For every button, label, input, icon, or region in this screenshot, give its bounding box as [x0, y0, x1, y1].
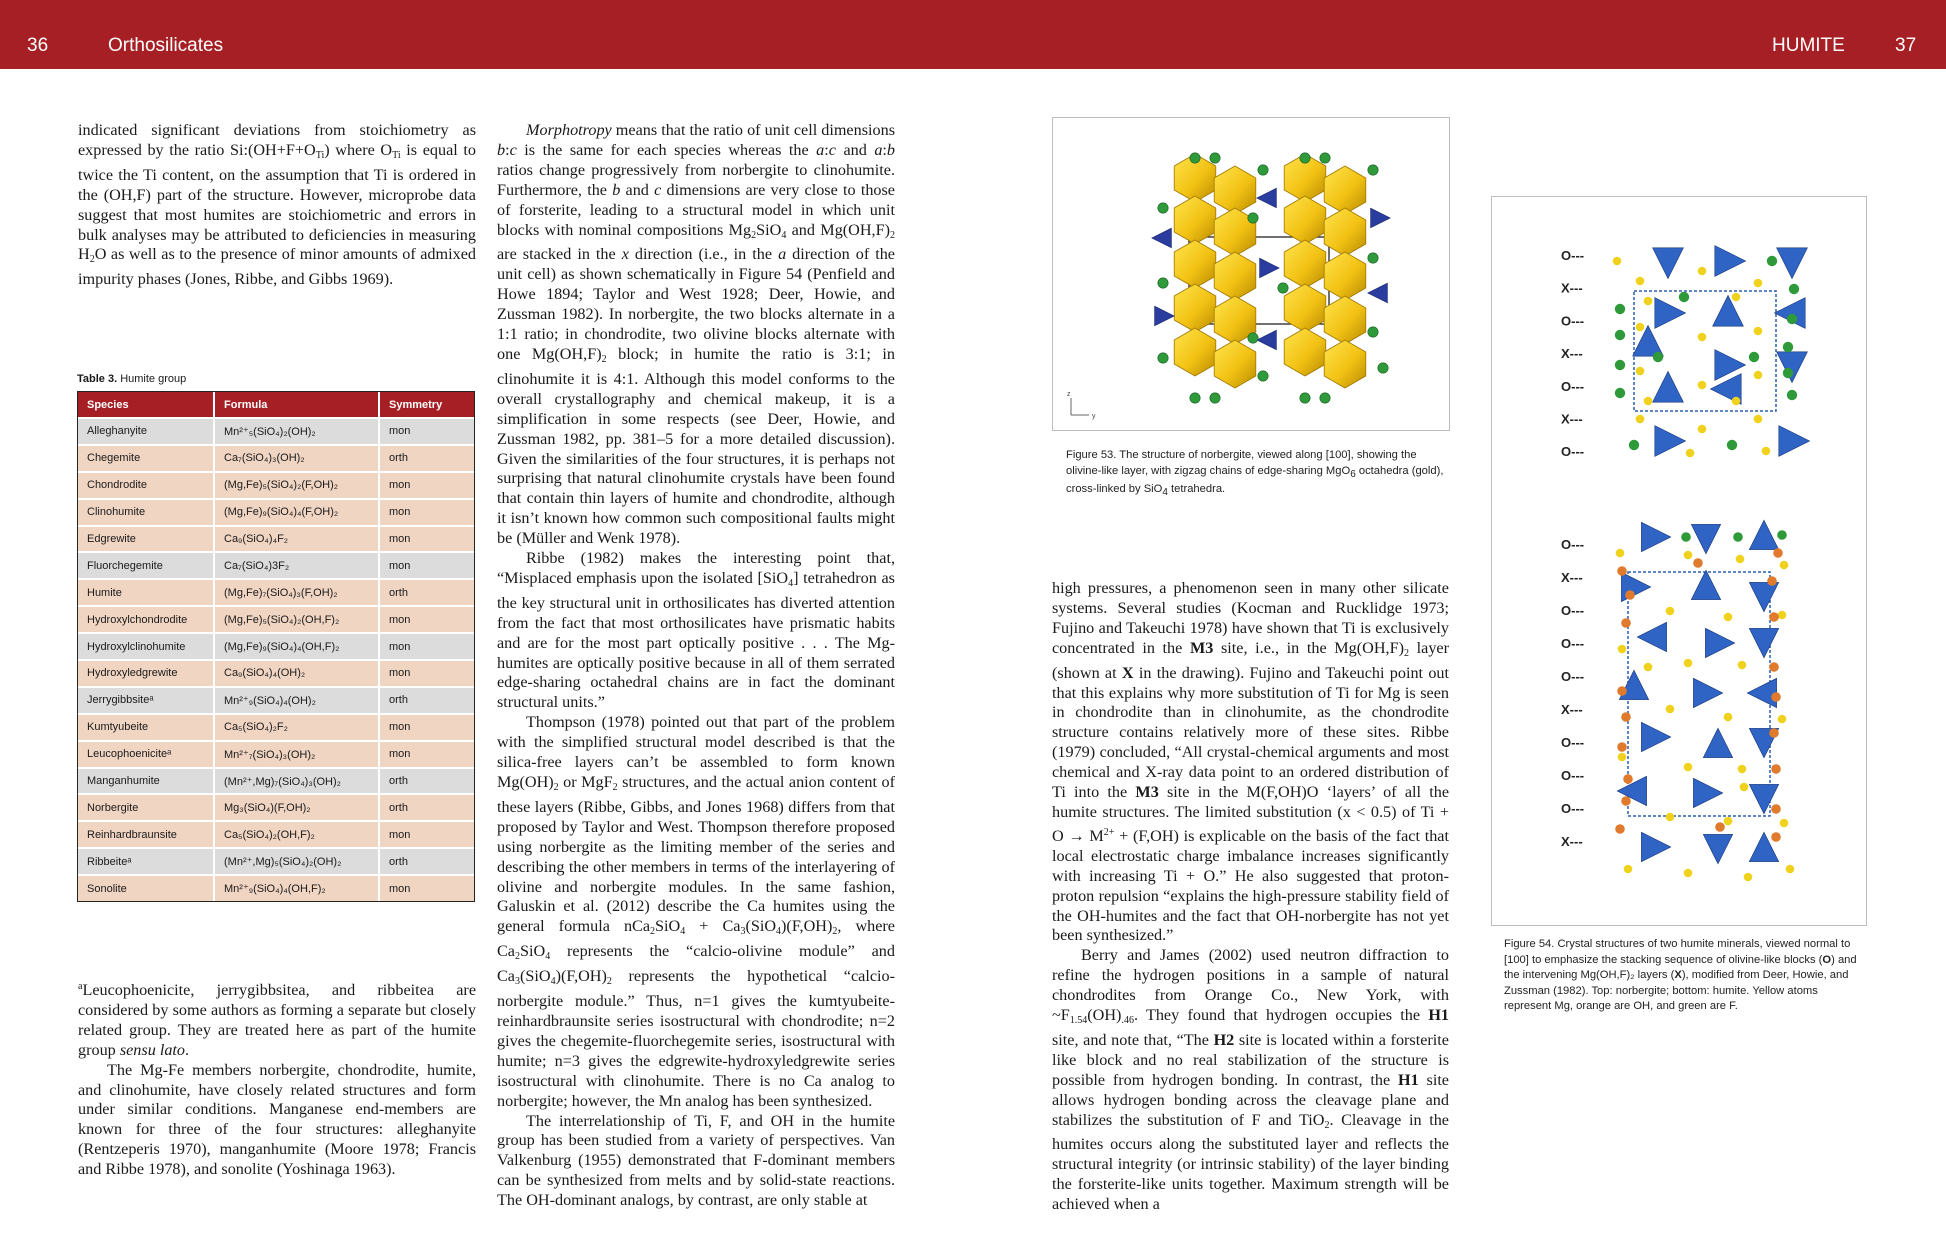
- cell-species: Fluorchegemite: [78, 551, 215, 578]
- cell-formula: Mn²⁺₅(SiO₄)₂(OH)₂: [215, 417, 380, 444]
- stacking-label: X---: [1561, 570, 1583, 585]
- sio4-tetrahedron: [1152, 228, 1172, 248]
- column-header-species: Species: [78, 392, 215, 417]
- sio4-tetrahedron: [1779, 426, 1810, 457]
- oh-group: [1617, 742, 1627, 752]
- fluorine-atom: [1258, 165, 1268, 175]
- mg-atom: [1666, 813, 1675, 822]
- cell-formula: Ca₉(SiO₄)₄F₂: [215, 525, 380, 552]
- right-page-number: 37: [1895, 35, 1917, 56]
- humite-structures-image: [1492, 197, 1866, 925]
- f-atom: [1615, 388, 1625, 398]
- oh-group: [1771, 764, 1781, 774]
- mg-atom: [1684, 659, 1693, 668]
- stacking-label: O---: [1561, 669, 1585, 684]
- table-row: [78, 605, 474, 632]
- fluorine-atom: [1258, 371, 1268, 381]
- sio4-tetrahedron: [1655, 298, 1686, 329]
- fluorine-atom: [1378, 363, 1388, 373]
- mg-atom: [1684, 551, 1693, 560]
- fluorine-atom: [1368, 327, 1378, 337]
- sio4-tetrahedron: [1693, 778, 1722, 807]
- sio4-tetrahedron: [1653, 248, 1684, 279]
- mgo6-octahedron: [1324, 166, 1366, 214]
- sio4-tetrahedron: [1371, 208, 1391, 228]
- table-row: [78, 444, 474, 471]
- mg-atom: [1724, 817, 1733, 826]
- stacking-label: O---: [1561, 603, 1585, 618]
- mg-atom: [1618, 645, 1627, 654]
- stacking-label: X---: [1561, 702, 1583, 717]
- mg-atom: [1666, 607, 1675, 616]
- mgo6-octahedron: [1324, 340, 1366, 388]
- cell-formula: Ca₇(SiO₄)3F₂: [215, 551, 380, 578]
- table-row: [78, 525, 474, 552]
- mg-atom: [1636, 415, 1645, 424]
- oh-group: [1771, 804, 1781, 814]
- cell-species: Hydroxylchondrodite: [78, 605, 215, 632]
- sio4-tetrahedron: [1749, 628, 1778, 657]
- humite-group-table: [77, 391, 475, 902]
- cell-species: Alleghanyite: [78, 417, 215, 444]
- cell-formula: Ca₉(SiO₄)₄(OH)₂: [215, 659, 380, 686]
- sio4-tetrahedron: [1749, 582, 1778, 611]
- table-row: [78, 578, 474, 605]
- mg-atom: [1684, 869, 1693, 878]
- mg-atom: [1644, 397, 1653, 406]
- sio4-tetrahedron: [1368, 283, 1388, 303]
- cell-symmetry: orth: [380, 847, 474, 874]
- sio4-tetrahedron: [1703, 728, 1732, 757]
- figure-54-caption-pre: Figure 54. Crystal structures of two humite minerals, viewed normal to [100] to emphasize the stacking sequence of olivine-like blocks (: [1504, 938, 1851, 966]
- oh-group: [1715, 822, 1725, 832]
- axis-label-z: z: [1067, 391, 1071, 398]
- column-header-symmetry: Symmetry: [380, 392, 474, 417]
- cell-species: Sonolite: [78, 874, 215, 901]
- table-row: [78, 767, 474, 794]
- sio4-tetrahedron: [1637, 622, 1666, 651]
- oh-group: [1769, 728, 1779, 738]
- stacking-label: O---: [1561, 444, 1585, 460]
- table-caption-text: Humite group: [117, 373, 187, 385]
- f-atom: [1777, 530, 1787, 540]
- fluorine-atom: [1158, 353, 1168, 363]
- mg-atom: [1636, 367, 1645, 376]
- f-atom: [1727, 440, 1737, 450]
- mgo6-octahedron: [1324, 252, 1366, 300]
- sio4-tetrahedron: [1641, 722, 1670, 751]
- oh-group: [1623, 774, 1633, 784]
- oh-group: [1767, 576, 1777, 586]
- sio4-tetrahedron: [1691, 570, 1720, 599]
- mgo6-octahedron: [1284, 240, 1326, 288]
- cell-symmetry: mon: [380, 551, 474, 578]
- sio4-tetrahedron: [1705, 628, 1734, 657]
- sio4-tetrahedron: [1691, 524, 1720, 553]
- cell-species: Chondrodite: [78, 471, 215, 498]
- mg-atom: [1698, 267, 1707, 276]
- mgo6-octahedron: [1214, 252, 1256, 300]
- fluorine-atom: [1210, 153, 1220, 163]
- mgo6-octahedron: [1214, 340, 1256, 388]
- oh-group: [1693, 558, 1703, 568]
- cell-symmetry: mon: [380, 659, 474, 686]
- mg-atom: [1754, 415, 1763, 424]
- cell-species: Manganhumite: [78, 767, 215, 794]
- mg-atom: [1786, 865, 1795, 874]
- table-row: [78, 471, 474, 498]
- table-row: [78, 417, 474, 444]
- stacking-label: O---: [1561, 537, 1585, 552]
- table-row: [78, 632, 474, 659]
- left-running-title: Orthosilicates: [108, 35, 224, 56]
- cell-formula: (Mg,Fe)₅(SiO₄)₂(OH,F)₂: [215, 605, 380, 632]
- sio4-tetrahedron: [1257, 188, 1277, 208]
- oh-group: [1771, 832, 1781, 842]
- table-row: [78, 498, 474, 525]
- f-atom: [1789, 284, 1799, 294]
- mgo6-octahedron: [1284, 328, 1326, 376]
- figure-54: [1491, 196, 1867, 926]
- fluorine-atom: [1368, 165, 1378, 175]
- mg-atom: [1778, 611, 1787, 620]
- figure-54-caption: [1504, 937, 1866, 1015]
- table-caption-label: Table 3.: [77, 373, 118, 385]
- figure-53-caption: Figure 53. The structure of norbergite, viewed along [100], showing the olivine-like layer, with zigzag chains of edge-sharing MgO6 octahedra (gold), cross-linked by SiO4 tetrahedra.: [1066, 449, 1444, 499]
- oh-group: [1621, 712, 1631, 722]
- right-running-title: HUMITE: [1772, 35, 1845, 56]
- mgo6-octahedron: [1284, 284, 1326, 332]
- fluorine-atom: [1320, 153, 1330, 163]
- table-row: [78, 793, 474, 820]
- oh-group: [1625, 590, 1635, 600]
- stacking-label: X---: [1561, 280, 1583, 296]
- figure-53: [1052, 117, 1450, 431]
- cell-formula: Mn²⁺₉(SiO₄)₄(OH)₂: [215, 686, 380, 713]
- cell-formula: (Mn²⁺,Mg)₅(SiO₄)₂(OH)₂: [215, 847, 380, 874]
- table-row: [78, 740, 474, 767]
- cell-symmetry: mon: [380, 632, 474, 659]
- fluorine-atom: [1320, 393, 1330, 403]
- fluorine-atom: [1368, 253, 1378, 263]
- right-col1-text: high pressures, a phenomenon seen in many other silicate systems. Several studies (Kocman and Rucklidge 1973; Fujino and Takeuchi 1978) have shown that Ti is exclusively concentrated in the M3 site, i.e., in the $Mg(OH,F)_2$ layer (shown at X in the drawing). Fujino and Takeuchi point out that this explains why more substitution of Ti for Mg is seen in chondrodite than in clinohumite, as the chondrodite structure contains relatively more of these sites. Ribbe (1979) concluded, “All crystal-chemical arguments and most chemical and X-ray data point to an ordered distribution of Ti into the M3 site in the M(F,OH)O ‘layers’ of all the humite structures. The limited substitution (x < 0.5) of $Ti + O \to M^{2+} + (F,OH)$ is explicable on the basis of the fact that local electrostatic charge imbalance increases significantly with increasing Ti + O.” He also suggested that proton-proton repulsion “explains the high-pressure stability field of the OH-humites and the fact that OH-norbergite has not yet been synthesized.” Berry and James (2002) used neutron diffraction to refine the hydrogen positions in a sample of natural chondrodites from Orange Co., New York, with $\sim F_{1.54}(OH)_{.46}$. They found that hydrogen occupies the H1 site, and note that, “The H2 site is located within a forsterite like block and no real stabilization of the structure is possible from hydrogen bonding. In contrast, the H1 site allows hydrogen bonding across the cleavage plane and stabilizes the substitution of F and TiO$_2$. Cleavage in the humites occurs along the substituted layer and reflects the structural integrity (or intrinsic stability) of the layer binding the forsterite-like units together. Maximum strength will be achieved when a: [1052, 579, 1450, 1214]
- stacking-label: X---: [1561, 411, 1583, 427]
- mg-atom: [1666, 705, 1675, 714]
- left-col2-text: Morphotropy means that the ratio of unit cell dimensions b:c is the same for each species whereas the a:c and a:b ratios change progressively from norbergite to clinohumite. Furthermore, the b and c dimensions are very close to those of forsterite, leading to a structural model in which unit blocks with nominal compositions $Mg_2SiO_4$ and $Mg(OH,F)_2$ are stacked in the x direction (i.e., in the a direction of the unit cell) as shown schematically in Figure 54 (Penfield and Howe 1894; Taylor and West 1928; Deer, Howie, and Zussman 1982). In norbergite, the two blocks alternate in a 1:1 ratio; in chondrodite, two olivine blocks alternate with one $Mg(OH,F)_2$ block; in humite the ratio is 3:1; in clinohumite it is 4:1. Although this model conforms to the overall crystallography and chemical makeup, it is a simplification in some respects (see Deer, Howie, and Zussman 1982, pp. 381–5 for a more detailed discussion). Given the similarities of the four structures, it is perhaps not surprising that natural clinohumite crystals have been found that contain thin layers of humite and chondrodite, although it isn’t known how common such compositional faults might be (Müller and Wenk 1978). Ribbe (1982) makes the interesting point that, “Misplaced emphasis upon the isolated [SiO$_4$] tetrahedron as the key structural unit in orthosilicates has diverted attention from the fact that most orthosilicates have prismatic habits and are for the most part optically positive . . . The Mg-humites are optically positive because in all of them serrated edge-sharing octahedral chains are in fact the dominant structural units.” Thompson (1978) pointed out that part of the problem with the simplified structural model described is that the silica-free layers can’t be assembled to form known $Mg(OH)_2$ or MgF$_2$ structures, and the actual anion content of these layers (Ribbe, Gibbs, and Jones 1968) differs from that proposed by Taylor and West. Thompson therefore proposed using norbergite as the limiting member of the series and describing the other members in terms of the interlayering of olivine and norbergite modules. In the same fashion, Galuskin et al. (2012) describe the Ca humites using the general formula $nCa_2SiO_4 + Ca_3(SiO_4)(F,OH)_2$, where $Ca_2SiO_4$ represents the “calcio-olivine module” and $Ca_3(SiO_4)(F,OH)_2$ represents the hypothetical “calcio-norbergite module.” Thus, n=1 gives the kumtyubeite-reinhardbraunsite series isostructural with chondrodite; n=2 gives the chegemite-fluorchegemite series, isostructural with humite; n=3 gives the edgrewite-hydroxyledgrewite series isostructural with clinohumite. There is no Ca analog to norbergite; however, the Mn analog has been synthesized. The interrelationship of Ti, F, and OH in the humite group has been studied from a variety of perspectives. Van Valkenburg (1955) demonstrated that F-dominant members can be synthesized from melts and by solid-state reactions. The OH-dominant analogs, by contrast, are only stable at: [497, 121, 896, 1210]
- oh-group: [1769, 662, 1779, 672]
- f-atom: [1783, 342, 1793, 352]
- table-row: [78, 713, 474, 740]
- cell-symmetry: mon: [380, 605, 474, 632]
- cell-species: Hydroxyledgrewite: [78, 659, 215, 686]
- sio4-tetrahedron: [1693, 678, 1722, 707]
- stacking-label: O---: [1561, 378, 1585, 394]
- cell-symmetry: mon: [380, 713, 474, 740]
- cell-species: Chegemite: [78, 444, 215, 471]
- table-row: [78, 551, 474, 578]
- mg-atom: [1698, 425, 1707, 434]
- mg-atom: [1780, 819, 1789, 828]
- mgo6-octahedron: [1214, 166, 1256, 214]
- f-atom: [1733, 532, 1743, 542]
- oh-group: [1769, 612, 1779, 622]
- sio4-tetrahedron: [1747, 678, 1776, 707]
- stacking-label: O---: [1561, 768, 1585, 783]
- cell-species: Hydroxylclinohumite: [78, 632, 215, 659]
- oh-group: [1621, 796, 1631, 806]
- cell-formula: (Mn²⁺,Mg)₇(SiO₄)₃(OH)₂: [215, 767, 380, 794]
- sio4-tetrahedron: [1155, 306, 1175, 326]
- f-atom: [1749, 352, 1759, 362]
- fluorine-atom: [1248, 333, 1258, 343]
- mg-atom: [1732, 293, 1741, 302]
- oh-group: [1621, 618, 1631, 628]
- cell-symmetry: mon: [380, 740, 474, 767]
- cell-formula: Ca₇(SiO₄)₃(OH)₂: [215, 444, 380, 471]
- table-row: [78, 820, 474, 847]
- mgo6-octahedron: [1324, 208, 1366, 256]
- cell-symmetry: orth: [380, 686, 474, 713]
- mg-atom: [1754, 327, 1763, 336]
- mg-atom: [1636, 323, 1645, 332]
- f-atom: [1615, 304, 1625, 314]
- mg-atom: [1698, 333, 1707, 342]
- mg-atom: [1754, 279, 1763, 288]
- table-header-row: [78, 392, 474, 417]
- fluorine-atom: [1158, 278, 1168, 288]
- mg-atom: [1616, 549, 1625, 558]
- cell-species: Edgrewite: [78, 525, 215, 552]
- figure-54-caption-post: ), modified from Deer, Howie, and Zussman (1982). Top: norbergite; bottom: humite. Yellow atoms represent Mg, orange are OH, and green are F.: [1504, 969, 1849, 1013]
- sio4-tetrahedron: [1703, 834, 1732, 863]
- stacking-label: O---: [1561, 248, 1585, 263]
- table-row: [78, 686, 474, 713]
- mg-atom: [1624, 865, 1633, 874]
- fluorine-atom: [1278, 283, 1288, 293]
- fluorine-atom: [1210, 393, 1220, 403]
- mgo6-octahedron: [1324, 296, 1366, 344]
- mg-atom: [1613, 257, 1622, 266]
- f-atom: [1783, 368, 1793, 378]
- f-atom: [1679, 292, 1689, 302]
- f-atom: [1787, 314, 1797, 324]
- stacking-label: O---: [1561, 313, 1585, 329]
- mg-atom: [1724, 613, 1733, 622]
- left-col1-top-text: indicated significant deviations from stoichiometry as expressed by the ratio $Si:(OH+F+O_{Ti})$ where $O_{Ti}$ is equal to twice the Ti content, on the assumption that Ti is ordered in the (OH,F) part of the structure. However, microprobe data suggest that most humites are stoichiometric and errors in bulk analyses may be attributed to deficiencies in measuring $H_2O$ as well as to the presence of minor amounts of admixed impurity phases (Jones, Ribbe, and Gibbs 1969).: [78, 121, 476, 289]
- stacking-label: X---: [1561, 346, 1583, 362]
- sio4-tetrahedron: [1653, 371, 1684, 402]
- oh-group: [1773, 548, 1783, 558]
- stacking-label: O---: [1561, 636, 1585, 651]
- mg-atom: [1698, 381, 1707, 390]
- oh-group: [1771, 692, 1781, 702]
- table-row: [78, 847, 474, 874]
- oh-group: [1617, 686, 1627, 696]
- fluorine-atom: [1190, 393, 1200, 403]
- left-page-number: 36: [27, 35, 49, 56]
- cell-species: Humite: [78, 578, 215, 605]
- cell-species: Jerrygibbsiteᵃ: [78, 686, 215, 713]
- cell-formula: Mn²⁺₉(SiO₄)₄(OH,F)₂: [215, 874, 380, 901]
- cell-formula: (Mg,Fe)₉(SiO₄)₄(F,OH)₂: [215, 498, 380, 525]
- f-atom: [1767, 256, 1777, 266]
- sio4-tetrahedron: [1774, 298, 1805, 329]
- cell-symmetry: mon: [380, 820, 474, 847]
- cell-species: Kumtyubeite: [78, 713, 215, 740]
- sio4-tetrahedron: [1749, 520, 1778, 549]
- stacking-label: O---: [1561, 735, 1585, 750]
- cell-formula: Ca₅(SiO₄)₂F₂: [215, 713, 380, 740]
- cell-symmetry: mon: [380, 874, 474, 901]
- cell-species: Reinhardbraunsite: [78, 820, 215, 847]
- f-atom: [1615, 360, 1625, 370]
- f-atom: [1629, 440, 1639, 450]
- cell-species: Clinohumite: [78, 498, 215, 525]
- fluorine-atom: [1300, 393, 1310, 403]
- f-atom: [1615, 330, 1625, 340]
- mg-atom: [1636, 277, 1645, 286]
- sio4-tetrahedron: [1641, 522, 1670, 551]
- oh-group: [1615, 824, 1625, 834]
- cell-formula: Mn²⁺₇(SiO₄)₃(OH)₂: [215, 740, 380, 767]
- sio4-tetrahedron: [1777, 352, 1808, 383]
- cell-symmetry: mon: [380, 525, 474, 552]
- cell-symmetry: orth: [380, 578, 474, 605]
- figure-54-caption-mid: ) and the intervening Mg(OH,F)₂ layers (: [1504, 953, 1857, 982]
- fluorine-atom: [1248, 213, 1258, 223]
- mgo6-octahedron: [1174, 328, 1216, 376]
- figure-54-caption-x: X: [1674, 969, 1682, 982]
- table-row: [78, 874, 474, 901]
- sio4-tetrahedron: [1260, 258, 1280, 278]
- mg-atom: [1738, 765, 1747, 774]
- stacking-label: O---: [1561, 801, 1585, 816]
- mg-atom: [1732, 397, 1741, 406]
- cell-symmetry: mon: [380, 498, 474, 525]
- sio4-tetrahedron: [1257, 330, 1277, 350]
- mg-atom: [1644, 297, 1653, 306]
- cell-species: Ribbeiteᵃ: [78, 847, 215, 874]
- mg-atom: [1744, 873, 1753, 882]
- mg-atom: [1736, 555, 1745, 564]
- mg-atom: [1740, 783, 1749, 792]
- f-atom: [1681, 532, 1691, 542]
- cell-formula: (Mg,Fe)₇(SiO₄)₃(F,OH)₂: [215, 578, 380, 605]
- cell-symmetry: orth: [380, 444, 474, 471]
- cell-symmetry: mon: [380, 471, 474, 498]
- cell-symmetry: orth: [380, 793, 474, 820]
- f-atom: [1787, 390, 1797, 400]
- mg-atom: [1618, 753, 1627, 762]
- sio4-tetrahedron: [1777, 248, 1808, 279]
- cell-formula: (Mg,Fe)₅(SiO₄)₂(F,OH)₂: [215, 471, 380, 498]
- sio4-tetrahedron: [1655, 426, 1686, 457]
- oh-group: [1617, 566, 1627, 576]
- figure-54-caption-o: O: [1822, 953, 1832, 966]
- cell-formula: Mg₃(SiO₄)(F,OH)₂: [215, 793, 380, 820]
- axis-label-y: y: [1092, 413, 1096, 420]
- f-atom: [1653, 352, 1663, 362]
- page-header: [0, 0, 1946, 69]
- mg-atom: [1754, 371, 1763, 380]
- fluorine-atom: [1190, 153, 1200, 163]
- mg-atom: [1686, 449, 1695, 458]
- sio4-tetrahedron: [1715, 246, 1746, 277]
- table-row: [78, 659, 474, 686]
- mgo6-octahedron: [1174, 240, 1216, 288]
- mg-atom: [1724, 713, 1733, 722]
- mg-atom: [1778, 715, 1787, 724]
- mg-atom: [1762, 447, 1771, 456]
- cell-species: Norbergite: [78, 793, 215, 820]
- fluorine-atom: [1300, 153, 1310, 163]
- column-header-formula: Formula: [215, 392, 380, 417]
- table-caption: [77, 373, 186, 385]
- mg-atom: [1684, 763, 1693, 772]
- mg-atom: [1780, 561, 1789, 570]
- left-col1-bottom-text: $^a$Leucophoenicite, jerrygibbsitea, and ribbeitea are considered by some authors as forming a separate but closely related group. They are treated here as part of the humite group sensu lato. The Mg-Fe members norbergite, chondrodite, humite, and clinohumite, have closely related structures and form under similar conditions. Manganese end-members are known for three of the four structures: alleghanyite (Rentzeperis 1970), manganhumite (Moore 1978; Francis and Ribbe 1978), and sonolite (Yoshinaga 1963).: [78, 981, 476, 1179]
- sio4-tetrahedron: [1641, 832, 1670, 861]
- mgo6-octahedron: [1174, 284, 1216, 332]
- cell-symmetry: mon: [380, 417, 474, 444]
- cell-formula: (Mg,Fe)₉(SiO₄)₄(OH,F)₂: [215, 632, 380, 659]
- mg-atom: [1738, 661, 1747, 670]
- mg-atom: [1644, 663, 1653, 672]
- cell-species: Leucophoeniciteᵃ: [78, 740, 215, 767]
- cell-symmetry: orth: [380, 767, 474, 794]
- stacking-label: X---: [1561, 834, 1583, 849]
- cell-formula: Ca₅(SiO₄)₂(OH,F)₂: [215, 820, 380, 847]
- fluorine-atom: [1158, 203, 1168, 213]
- norbergite-structure-image: [1053, 118, 1449, 430]
